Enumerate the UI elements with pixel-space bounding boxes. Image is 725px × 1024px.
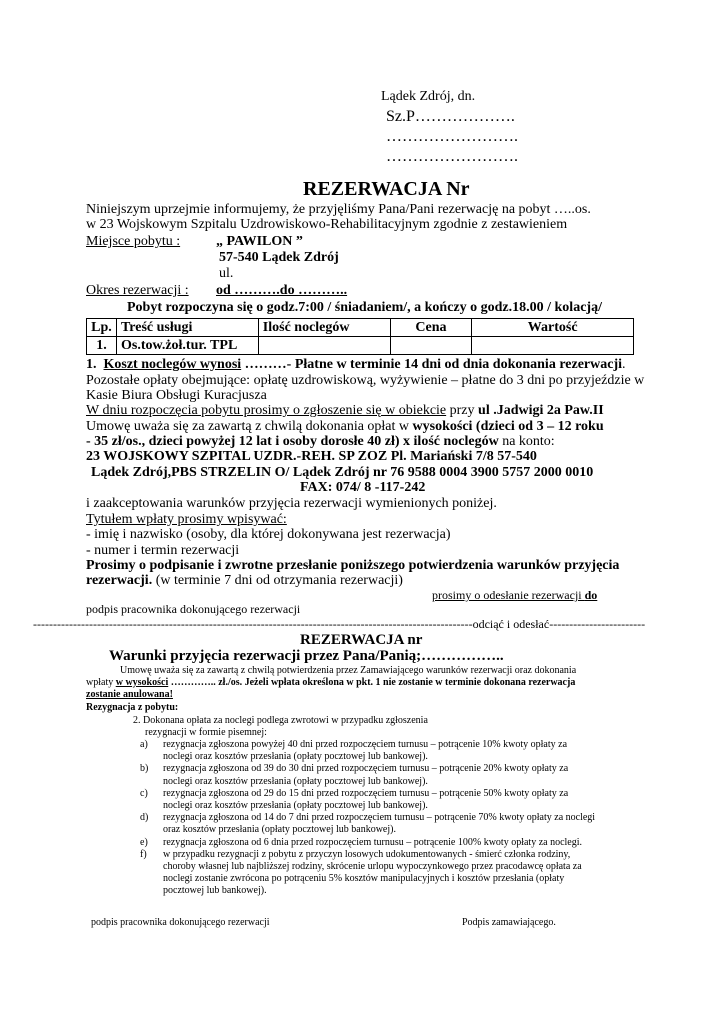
place-value-1: „ PAWILON ”	[216, 234, 303, 249]
arrival-notice: W dniu rozpoczęcia pobytu prosimy o zgłoszenie się w obiekcie	[86, 403, 447, 418]
send-back-text: prosimy o odesłanie rezerwacji	[432, 588, 585, 602]
arrival-address: ul .Jadwigi 2a Paw.II	[478, 403, 604, 418]
account-label: na konto:	[498, 434, 555, 449]
arrival-mid: przy	[446, 403, 479, 418]
table-row	[87, 337, 634, 355]
resignation-item-letter: b)	[140, 763, 149, 775]
sign-request-bold: rezerwacji.	[86, 573, 153, 588]
place-value-3: ul.	[219, 266, 234, 281]
bank-line-2: Lądek Zdrój,PBS STRZELIN O/ Lądek Zdrój nr 76 9588 0004 3900 5757 2000 0010	[91, 465, 594, 480]
resignation-heading: Rezygnacja z pobytu:	[86, 702, 179, 713]
payment-cost-label: Koszt noclegów wynosi	[103, 357, 242, 372]
conditions-amount-label: w wysokości	[115, 677, 169, 688]
price-details: - 35 zł/os., dzieci powyżej 12 lat i osoby dorosłe 40 zł) x ilość noclegów	[86, 434, 499, 449]
conditions-payment: wpłaty	[86, 677, 116, 688]
resignation-item-text: oraz kosztów przesłania (opłaty pocztowej lub bankowej).	[163, 824, 396, 836]
conditions-line-2	[86, 677, 575, 689]
customer-signature-label: Podpis zamawiającego.	[462, 917, 556, 928]
resignation-item-text: noclegi zostanie zwrócona po potrąceniu 5% kosztów manipulacyjnych i kosztów przesłania (opłaty	[163, 873, 565, 885]
sign-request-deadline: (w terminie 7 dni od otrzymania rezerwacji)	[152, 573, 403, 588]
transfer-title-item-2: - numer i termin rezerwacji	[86, 543, 240, 558]
table-cell: Os.tow.żoł.tur. TPL	[116, 337, 258, 355]
section2-title: REZERWACJA nr	[300, 632, 423, 648]
stay-hours-note: Pobyt rozpoczyna się o godz.7:00 / śniadaniem/, a kończy o godz.18.00 / kolacją/	[127, 300, 602, 315]
refund-item-2-line-2: rezygnacji w formie pisemnej:	[145, 727, 267, 738]
cut-line: --------------------------------------------------------------------------------------------------------------odciąć i odesłać------------------------	[33, 617, 646, 631]
place-label: Miejsce pobytu :	[86, 234, 181, 249]
resignation-item-text: rezygnacja zgłoszona od 14 do 7 dni przed rozpoczęciem turnusu – potrącenie 70% kwoty opłaty za noclegi	[163, 812, 596, 824]
payment-line-6	[86, 434, 555, 449]
period-value: od ……….do ………..	[216, 283, 348, 298]
resignation-item-text: noclegi oraz kosztów przesłania (opłaty pocztowej lub bankowej).	[163, 800, 428, 811]
table-header-row	[87, 319, 634, 337]
table-header: Wartość	[472, 319, 634, 337]
addressee-line-1: Sz.P……………….	[386, 108, 515, 125]
table-cell	[258, 337, 390, 355]
resignation-item-text: w przypadku rezygnacji z pobytu z przyczyn losowych udokumentowanych - śmierć członka rodziny,	[163, 848, 571, 860]
payment-cost-terms: ………- Płatne w terminie 14 dni od dnia dokonania rezerwacji	[241, 357, 623, 372]
addressee-line-3: …………………….	[386, 148, 518, 165]
employee-signature-label: podpis pracownika dokonującego rezerwacji	[86, 602, 301, 616]
employee-signature-label-2: podpis pracownika dokonującego rezerwacji	[91, 917, 270, 928]
table-header: Lp.	[87, 319, 117, 337]
resignation-item-text: rezygnacja zgłoszona od 29 do 15 dni przed rozpoczęciem turnusu – potrącenie 50% kwoty opłaty za	[163, 787, 569, 799]
resignation-item-text: noclegi oraz kosztów przesłania (opłaty pocztowej lub bankowej).	[163, 751, 428, 763]
table-cell: 1.	[87, 337, 117, 355]
send-back-bold: do	[584, 588, 598, 602]
refund-item-2-line-1: 2. Dokonana opłata za noclegi podlega zwrotowi w przypadku zgłoszenia	[133, 715, 428, 726]
place-value-2: 57-540 Lądek Zdrój	[219, 250, 339, 265]
transfer-title-label: Tytułem wpłaty prosimy wpisywać:	[86, 512, 287, 527]
transfer-title-item-1: - imię i nazwisko (osoby, dla której dokonywana jest rezerwacja)	[86, 527, 451, 542]
resignation-item-text: pocztowej lub bankowej).	[163, 885, 267, 897]
sign-request-line-2	[86, 573, 403, 588]
resignation-item-text: choroby własnej lub najbliższej rodziny, skrócenie urlopu wypoczynkowego przez pracodawcę opłata za	[163, 861, 582, 872]
bank-line-1: 23 WOJSKOWY SZPITAL UZDR.-REH. SP ZOZ Pl. Mariański 7/8 57-540	[86, 449, 537, 464]
contract-text: Umowę uważa się za zawartą z chwilą dokonania opłat w	[86, 419, 413, 434]
acceptance-line: i zaakceptowania warunków przyjęcia rezerwacji wymienionych poniżej.	[86, 496, 497, 511]
period-label: Okres rezerwacji :	[86, 283, 189, 298]
table-header: Cena	[390, 319, 472, 337]
place-date: Lądek Zdrój, dn.	[381, 89, 476, 104]
intro-line-2: w 23 Wojskowym Szpitalu Uzdrowiskowo-Rehabilitacyjnym zgodnie z zestawieniem	[86, 217, 568, 232]
sign-request-line-1: Prosimy o podpisanie i zwrotne przesłanie poniższego potwierdzenia warunków przyjęcia	[86, 558, 620, 573]
conditions-line-3: zostanie anulowana!	[86, 689, 173, 700]
section2-subtitle: Warunki przyjęcia rezerwacji przez Pana/Panią;……………..	[109, 648, 504, 664]
payment-line-1: 1. Koszt noclegów wynosi ………- Płatne w terminie 14 dni od dnia dokonania rezerwacji.	[86, 357, 626, 372]
table-header: Ilość noclegów	[258, 319, 390, 337]
table-cell	[472, 337, 634, 355]
conditions-amount-terms: ………….. zł./os. Jeżeli wpłata określona w pkt. 1 nie zostanie w terminie dokonana rezerwacja	[168, 677, 576, 688]
payment-line-4	[86, 403, 604, 418]
payment-line-3: Kasie Biura Obsługi Kuracjusza	[86, 388, 267, 403]
resignation-item-letter: d)	[140, 812, 149, 824]
resignation-item-letter: e)	[140, 836, 148, 848]
payment-line-5	[86, 419, 604, 434]
resignation-item-text: rezygnacja zgłoszona od 39 do 30 dni przed rozpoczęciem turnusu – potrącenie 20% kwoty opłaty za	[163, 763, 569, 775]
intro-line-1: Niniejszym uprzejmie informujemy, że przyjęliśmy Pana/Pani rezerwację na pobyt …..os.	[86, 202, 591, 217]
resignation-item-text: noclegi oraz kosztów przesłania (opłaty pocztowej lub bankowej).	[163, 775, 428, 787]
conditions-line-1: Umowę uważa się za zawartą z chwilą potwierdzenia przez Zamawiającego warunków rezerwacji oraz dokonania	[120, 665, 577, 676]
payment-line-2: Pozostałe opłaty obejmujące: opłatę uzdrowiskową, wyżywienie – płatne do 3 dni po przyjeździe w	[86, 373, 645, 388]
document-title: REZERWACJA Nr	[303, 178, 470, 200]
payment-item-number: 1.	[86, 357, 97, 372]
table-cell	[390, 337, 472, 355]
resignation-item-letter: a)	[140, 739, 148, 750]
resignation-item-text: rezygnacja zgłoszona od 6 dnia przed rozpoczęciem turnusu – potrącenie 100% kwoty opłaty za noclegi.	[163, 836, 583, 848]
fax-number: FAX: 074/ 8 -117-242	[300, 480, 426, 495]
contract-amount: wysokości (dzieci od 3 – 12 roku	[412, 419, 604, 434]
table-header: Treść usługi	[116, 319, 258, 337]
resignation-item-letter: c)	[140, 787, 148, 799]
resignation-item-letter: f)	[140, 848, 147, 860]
reservation-table	[86, 318, 634, 355]
send-back-note	[432, 589, 597, 602]
resignation-item-text: rezygnacja zgłoszona powyżej 40 dni przed rozpoczęciem turnusu – potrącenie 10% kwoty opłaty za	[163, 739, 568, 750]
addressee-line-2: …………………….	[386, 128, 518, 145]
